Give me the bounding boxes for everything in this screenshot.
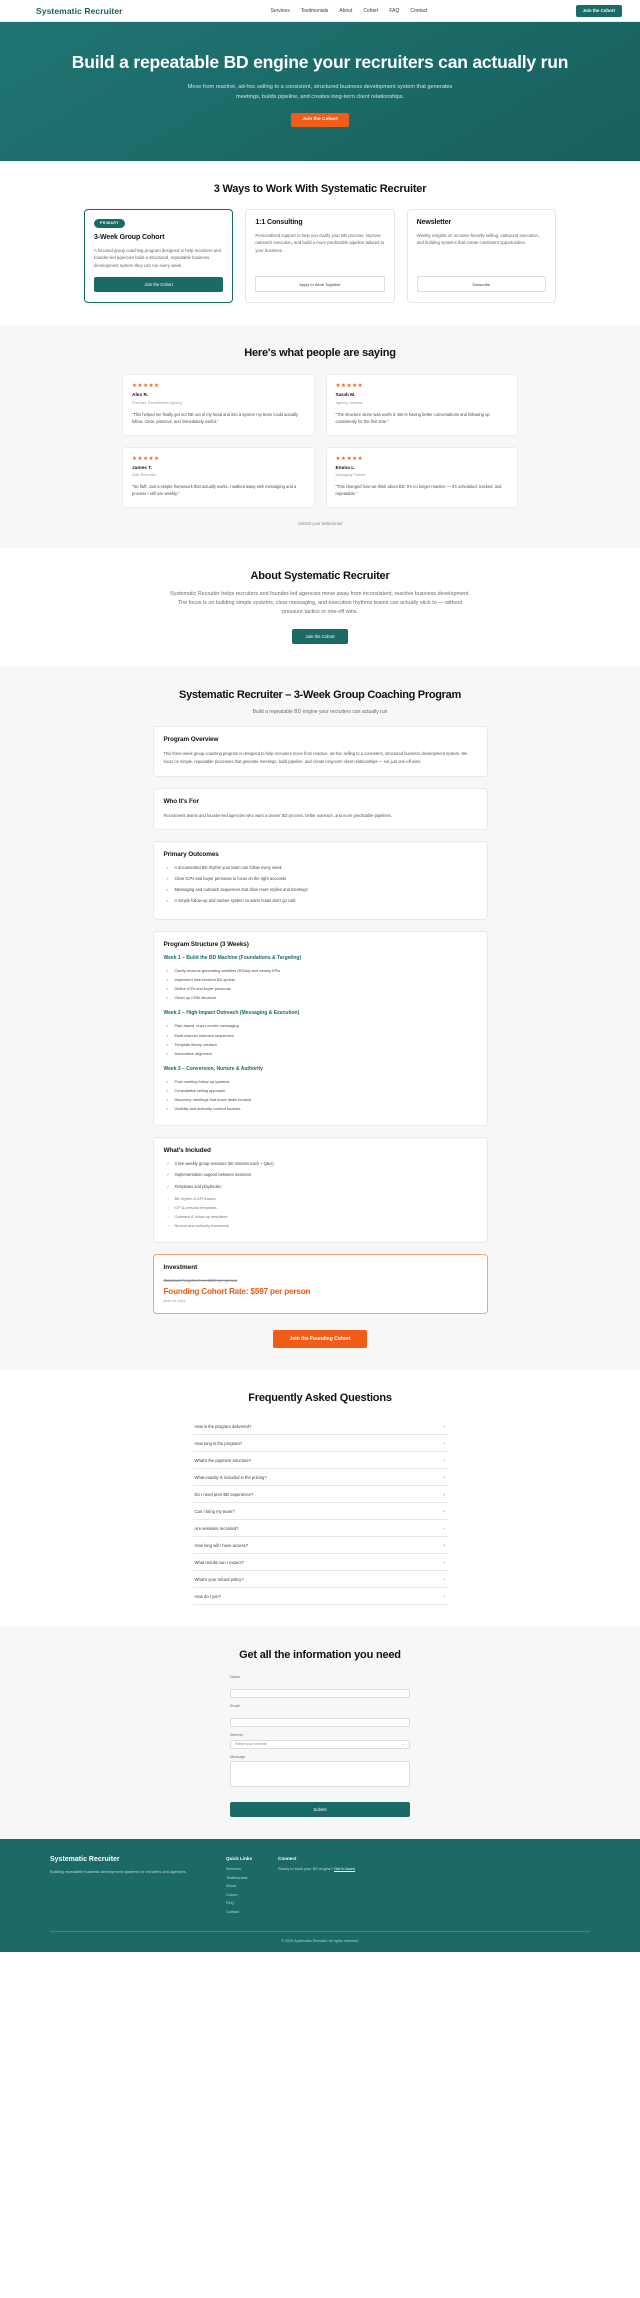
card-group-cohort[interactable] <box>84 209 233 304</box>
rating-stars-icon: ★★★★★ <box>132 383 160 390</box>
footer-link-faq[interactable]: FAQ <box>226 1900 234 1906</box>
program-overview-card <box>153 726 488 776</box>
faq-item[interactable] <box>193 1503 448 1520</box>
card-newsletter[interactable] <box>407 209 556 304</box>
faq-item[interactable] <box>193 1537 448 1554</box>
founding-note: (first run only) <box>163 1299 185 1304</box>
plus-icon[interactable]: + <box>442 1525 446 1531</box>
testimonial-role: Founder, Recruitment Agency <box>132 400 183 405</box>
faq-item[interactable] <box>193 1571 448 1588</box>
faq-item[interactable] <box>193 1520 448 1537</box>
program-section <box>0 666 640 1370</box>
interest-select[interactable] <box>230 1740 410 1749</box>
card-body: Personalized support to help you clarify your BD process, improve outreach execution, and build a more predictable pipeline tailored to your business. <box>255 232 385 253</box>
about-join-cohort-button[interactable]: Join the Cohort <box>292 629 347 644</box>
faq-item[interactable] <box>193 1486 448 1503</box>
nav-link-faq[interactable]: FAQ <box>389 7 400 14</box>
testimonial-card <box>326 447 519 508</box>
hero-section <box>0 22 640 161</box>
submit-button[interactable]: Submit <box>230 1802 410 1817</box>
plus-icon[interactable]: + <box>442 1457 446 1463</box>
week-3-title: Week 3 – Conversion, Nurture & Authority <box>163 1065 263 1072</box>
nav-link-about[interactable]: About <box>339 7 353 14</box>
program-overview-heading: Program Overview <box>163 736 219 744</box>
list-item: ▪ Pain-based, buyer-centric messaging <box>175 1023 477 1029</box>
footer-brand-col <box>50 1856 200 1917</box>
list-item: ▪ Template library creation <box>175 1042 477 1048</box>
program-subtitle: Build a repeatable BD engine your recruiters can actually run <box>252 709 388 716</box>
nav-link-testimonials[interactable]: Testimonials <box>300 7 329 14</box>
program-who-body: Recruitment teams and founder-led agencies who want a clearer BD process, better outreach, and more predictable pipelines. <box>163 812 392 818</box>
testimonial-card <box>122 447 315 508</box>
program-structure-card <box>153 931 488 1126</box>
list-item: ▪ Post-meeting follow-up systems <box>175 1079 477 1085</box>
hero-subheading: Move from reactive, ad-hoc selling to a consistent, structured business development system that generates meetings, builds pipeline, and creates long-term client relationships. <box>187 84 453 100</box>
footer-connect-col <box>278 1856 355 1917</box>
program-structure-heading: Program Structure (3 Weeks) <box>163 941 249 949</box>
week-2-title: Week 2 – High-Impact Outreach (Messaging & Execution) <box>163 1010 300 1017</box>
testimonials-grid <box>80 374 560 507</box>
card-title: 3-Week Group Cohort <box>94 233 165 241</box>
nav-links <box>271 8 428 14</box>
rating-stars-icon: ★★★★★ <box>335 383 364 390</box>
hero-join-cohort-button[interactable]: Join the Cohort <box>291 113 348 127</box>
interest-label: Interest <box>230 1733 243 1738</box>
submit-testimonial-link[interactable]: Submit your testimonial <box>298 520 342 526</box>
ways-cards <box>80 209 560 304</box>
plus-icon[interactable]: + <box>442 1593 446 1599</box>
list-item: ▪ A simple follow-up and nurture system so warm leads don't go cold <box>175 898 477 905</box>
faq-list <box>193 1418 448 1605</box>
testimonial-quote: "No fluff. Just a simple framework that actually works. I walked away with messaging and a process I still use weekly." <box>132 484 297 497</box>
faq-question: How do I join? <box>194 1593 222 1599</box>
program-overview-body: This three-week group coaching program is designed to help recruiters move from reactive, ad-hoc selling to a consistent, structured business development system. We focus on simple, repeatable processes that generate meetings, build pipeline, and create long-term client relationships — not just one-off wins. <box>163 751 468 764</box>
program-outcomes-heading: Primary Outcomes <box>163 851 219 859</box>
footer-connect-heading: Connect <box>278 1856 297 1862</box>
card-body: A focused group coaching program designed to help recruiters and founder-led agencies build a structured, repeatable business development system they can run every week. <box>94 247 221 268</box>
outcomes-list <box>164 865 477 905</box>
list-item: ▪ Discovery meetings that move deals forward <box>175 1097 477 1103</box>
program-title: Systematic Recruiter – 3-Week Group Coaching Program <box>179 689 461 702</box>
email-input[interactable] <box>230 1718 410 1727</box>
contact-section <box>0 1627 640 1839</box>
testimonial-card <box>122 374 315 435</box>
included-sub-list <box>164 1197 477 1229</box>
about-body: Systematic Recruiter helps recruiters and founder-led agencies move away from inconsistent, reactive business development. The focus is on building simple systems, clear messaging, and execution rhythms teams can actually stick to — without pressure tactics or one-off wins. <box>170 590 470 616</box>
brand-logo[interactable]: Systematic Recruiter <box>36 5 123 16</box>
plus-icon[interactable]: + <box>442 1559 446 1565</box>
faq-question: How is the program delivered? <box>194 1423 252 1429</box>
faq-title: Frequently Asked Questions <box>248 1392 392 1405</box>
testimonial-card <box>326 374 519 435</box>
plus-icon[interactable]: + <box>442 1491 446 1497</box>
week-2-list <box>164 1023 477 1056</box>
ways-section <box>0 161 640 326</box>
list-item: ▪ A documented BD rhythm your team can follow every week <box>175 865 477 872</box>
footer-copyright: © 2025 Systematic Recruiter. All rights reserved. <box>50 1931 590 1952</box>
faq-item[interactable] <box>193 1588 448 1605</box>
testimonial-name: Emma L. <box>335 465 356 471</box>
testimonial-role: Managing Partner <box>335 473 366 478</box>
program-cta-row <box>153 1327 488 1348</box>
card-consulting[interactable] <box>245 209 394 304</box>
included-list <box>164 1161 477 1191</box>
card-join-cohort-button[interactable]: Join the Cohort <box>94 277 223 292</box>
footer-brand: Systematic Recruiter <box>50 1856 120 1864</box>
list-item: ▪ Clean up CRM structure <box>175 995 477 1001</box>
testimonials-section <box>0 325 640 547</box>
card-apply-button[interactable]: Apply to Work Together <box>255 276 384 292</box>
faq-section <box>0 1370 640 1627</box>
list-item: ▪ Implement time-blocked BD sprints <box>175 977 477 983</box>
list-item: ▪ Multi-channel outreach sequences <box>175 1033 477 1039</box>
faq-question: Do I need prior BD experience? <box>194 1491 254 1497</box>
faq-question: What exactly is included in the pricing? <box>194 1474 267 1480</box>
footer-link-cohort[interactable]: Cohort <box>226 1891 238 1897</box>
list-item: ▪ Nurture and authority framework <box>175 1224 477 1230</box>
faq-item[interactable] <box>193 1435 448 1452</box>
testimonial-name: James T. <box>132 465 152 471</box>
list-item: ✓ 3 live weekly group sessions (60 minutes each + Q&A) <box>175 1161 477 1168</box>
standard-fee: Standard Program Fee: $997 per person <box>163 1278 238 1284</box>
join-founding-cohort-button[interactable]: Join the Founding Cohort <box>273 1330 366 1348</box>
navbar-join-cohort-button[interactable]: Join the Cohort <box>576 5 622 17</box>
list-item: ▪ Visibility and authority content buckets <box>175 1106 477 1112</box>
footer-link-services[interactable]: Services <box>226 1866 241 1872</box>
program-who-card <box>153 788 488 831</box>
footer-tagline: Building repeatable business development systems for recruiters and agencies. <box>50 1869 187 1875</box>
email-label: Email <box>230 1704 240 1709</box>
faq-item[interactable] <box>193 1418 448 1435</box>
list-item: ▪ BD rhythm & KPI tracker <box>175 1197 477 1203</box>
testimonial-role: Agency Director <box>335 400 363 405</box>
week-1-title: Week 1 – Build the BD Machine (Foundations & Targeting) <box>163 955 302 962</box>
list-item: ▪ Messaging and outreach sequences that drive more replies and meetings <box>175 887 477 894</box>
plus-icon[interactable]: + <box>442 1423 446 1429</box>
contact-title: Get all the information you need <box>239 1649 401 1662</box>
name-label: Name <box>230 1675 241 1680</box>
plus-icon[interactable]: + <box>442 1474 446 1480</box>
footer-quick-links-heading: Quick Links <box>226 1856 253 1862</box>
faq-question: Are sessions recorded? <box>194 1525 239 1531</box>
faq-question: What results can I expect? <box>194 1559 244 1565</box>
footer-connect-text-wrap <box>278 1866 355 1873</box>
navbar <box>0 0 640 22</box>
message-label: Message <box>230 1754 246 1759</box>
plus-icon[interactable]: + <box>442 1576 446 1582</box>
footer-link-testimonials[interactable]: Testimonials <box>226 1874 248 1880</box>
program-who-heading: Who It's For <box>163 797 199 805</box>
footer-link-about[interactable]: About <box>226 1883 237 1889</box>
rating-stars-icon: ★★★★★ <box>335 455 364 462</box>
testimonial-quote: "This helped me finally get our BD out of my head and into a system my team could actually follow. Clear, practical, and immediately useful." <box>132 411 298 425</box>
list-item: ▪ Define ICPs and buyer personas <box>175 986 477 992</box>
footer-connect-text: Ready to build your BD engine? <box>278 1866 333 1872</box>
plus-icon[interactable]: + <box>442 1542 446 1548</box>
list-item: ▪ Clear ICPs and buyer personas to focus on the right accounts <box>175 876 477 883</box>
nav-link-contact[interactable]: Contact <box>410 7 428 14</box>
hero-heading: Build a repeatable BD engine your recruiters can actually run <box>71 52 569 72</box>
message-textarea[interactable] <box>230 1761 410 1787</box>
plus-icon[interactable]: + <box>442 1440 446 1446</box>
faq-item[interactable] <box>193 1554 448 1571</box>
week-1-list <box>164 968 477 1001</box>
faq-question: Can I bring my team? <box>194 1508 235 1514</box>
founding-rate: Founding Cohort Rate: $597 per person <box>163 1287 311 1297</box>
testimonial-name: Alex R. <box>132 393 149 399</box>
ways-title: 3 Ways to Work With Systematic Recruiter <box>213 182 427 195</box>
program-included-heading: What's Included <box>163 1146 211 1154</box>
list-item: ▪ Clarify revenue-generating activities (RGAs) and weekly KPIs <box>175 968 477 974</box>
plus-icon[interactable]: + <box>442 1508 446 1514</box>
faq-item[interactable] <box>193 1469 448 1486</box>
card-body: Weekly insights on recruiter-friendly selling, outbound execution, and building systems that create consistent opportunities. <box>416 232 540 246</box>
faq-question: What's the payment structure? <box>194 1457 252 1463</box>
chevron-down-icon: ⌄ <box>401 1742 405 1747</box>
footer-quick-links-col <box>226 1856 252 1917</box>
testimonial-quote: "The structure alone was worth it. We're having better conversations and following up consistently for the first time." <box>335 411 490 425</box>
list-item: ✓ Templates and playbooks: <box>175 1184 477 1191</box>
faq-question: What's your refund policy? <box>194 1576 244 1582</box>
investment-heading: Investment <box>163 1264 198 1272</box>
card-title: 1:1 Consulting <box>255 218 303 226</box>
footer-link-contact[interactable]: Contact <box>226 1908 240 1914</box>
list-item: ✓ Implementation support between sessions <box>175 1172 477 1179</box>
faq-item[interactable] <box>193 1452 448 1469</box>
card-title: Newsletter <box>416 218 452 226</box>
name-input[interactable] <box>230 1689 410 1698</box>
faq-question: How long is the program? <box>194 1440 243 1446</box>
interest-selected-value: Select your interest <box>235 1742 267 1747</box>
nav-link-cohort[interactable]: Cohort <box>363 7 379 14</box>
footer <box>0 1839 640 1952</box>
card-subscribe-button[interactable]: Subscribe <box>417 276 546 292</box>
list-item: ▪ Outreach & follow-up templates <box>175 1215 477 1221</box>
about-section <box>0 548 640 667</box>
program-included-card <box>153 1137 488 1243</box>
list-item: ▪ ICP & persona templates <box>175 1206 477 1212</box>
list-item: ▪ Consultative selling approach <box>175 1088 477 1094</box>
program-outcomes-card <box>153 841 488 920</box>
primary-badge: PRIMARY <box>94 219 125 228</box>
rating-stars-icon: ★★★★★ <box>132 455 160 462</box>
footer-get-in-touch-link[interactable]: Get in touch <box>334 1866 356 1872</box>
contact-form <box>230 1675 410 1817</box>
testimonials-title: Here's what people are saying <box>244 347 396 360</box>
testimonial-quote: "This changed how we think about BD. It's no longer reactive — it's scheduled, tracked, and repeatable." <box>335 484 502 497</box>
about-title: About Systematic Recruiter <box>250 569 390 582</box>
testimonial-role: Solo Recruiter <box>132 473 157 478</box>
investment-card <box>153 1254 488 1314</box>
list-item: ▪ Automation alignment <box>175 1051 477 1057</box>
week-3-list <box>164 1079 477 1112</box>
nav-link-services[interactable]: Services <box>270 7 290 14</box>
testimonial-name: Sarah M. <box>335 393 356 399</box>
faq-question: How long will I have access? <box>194 1542 249 1548</box>
